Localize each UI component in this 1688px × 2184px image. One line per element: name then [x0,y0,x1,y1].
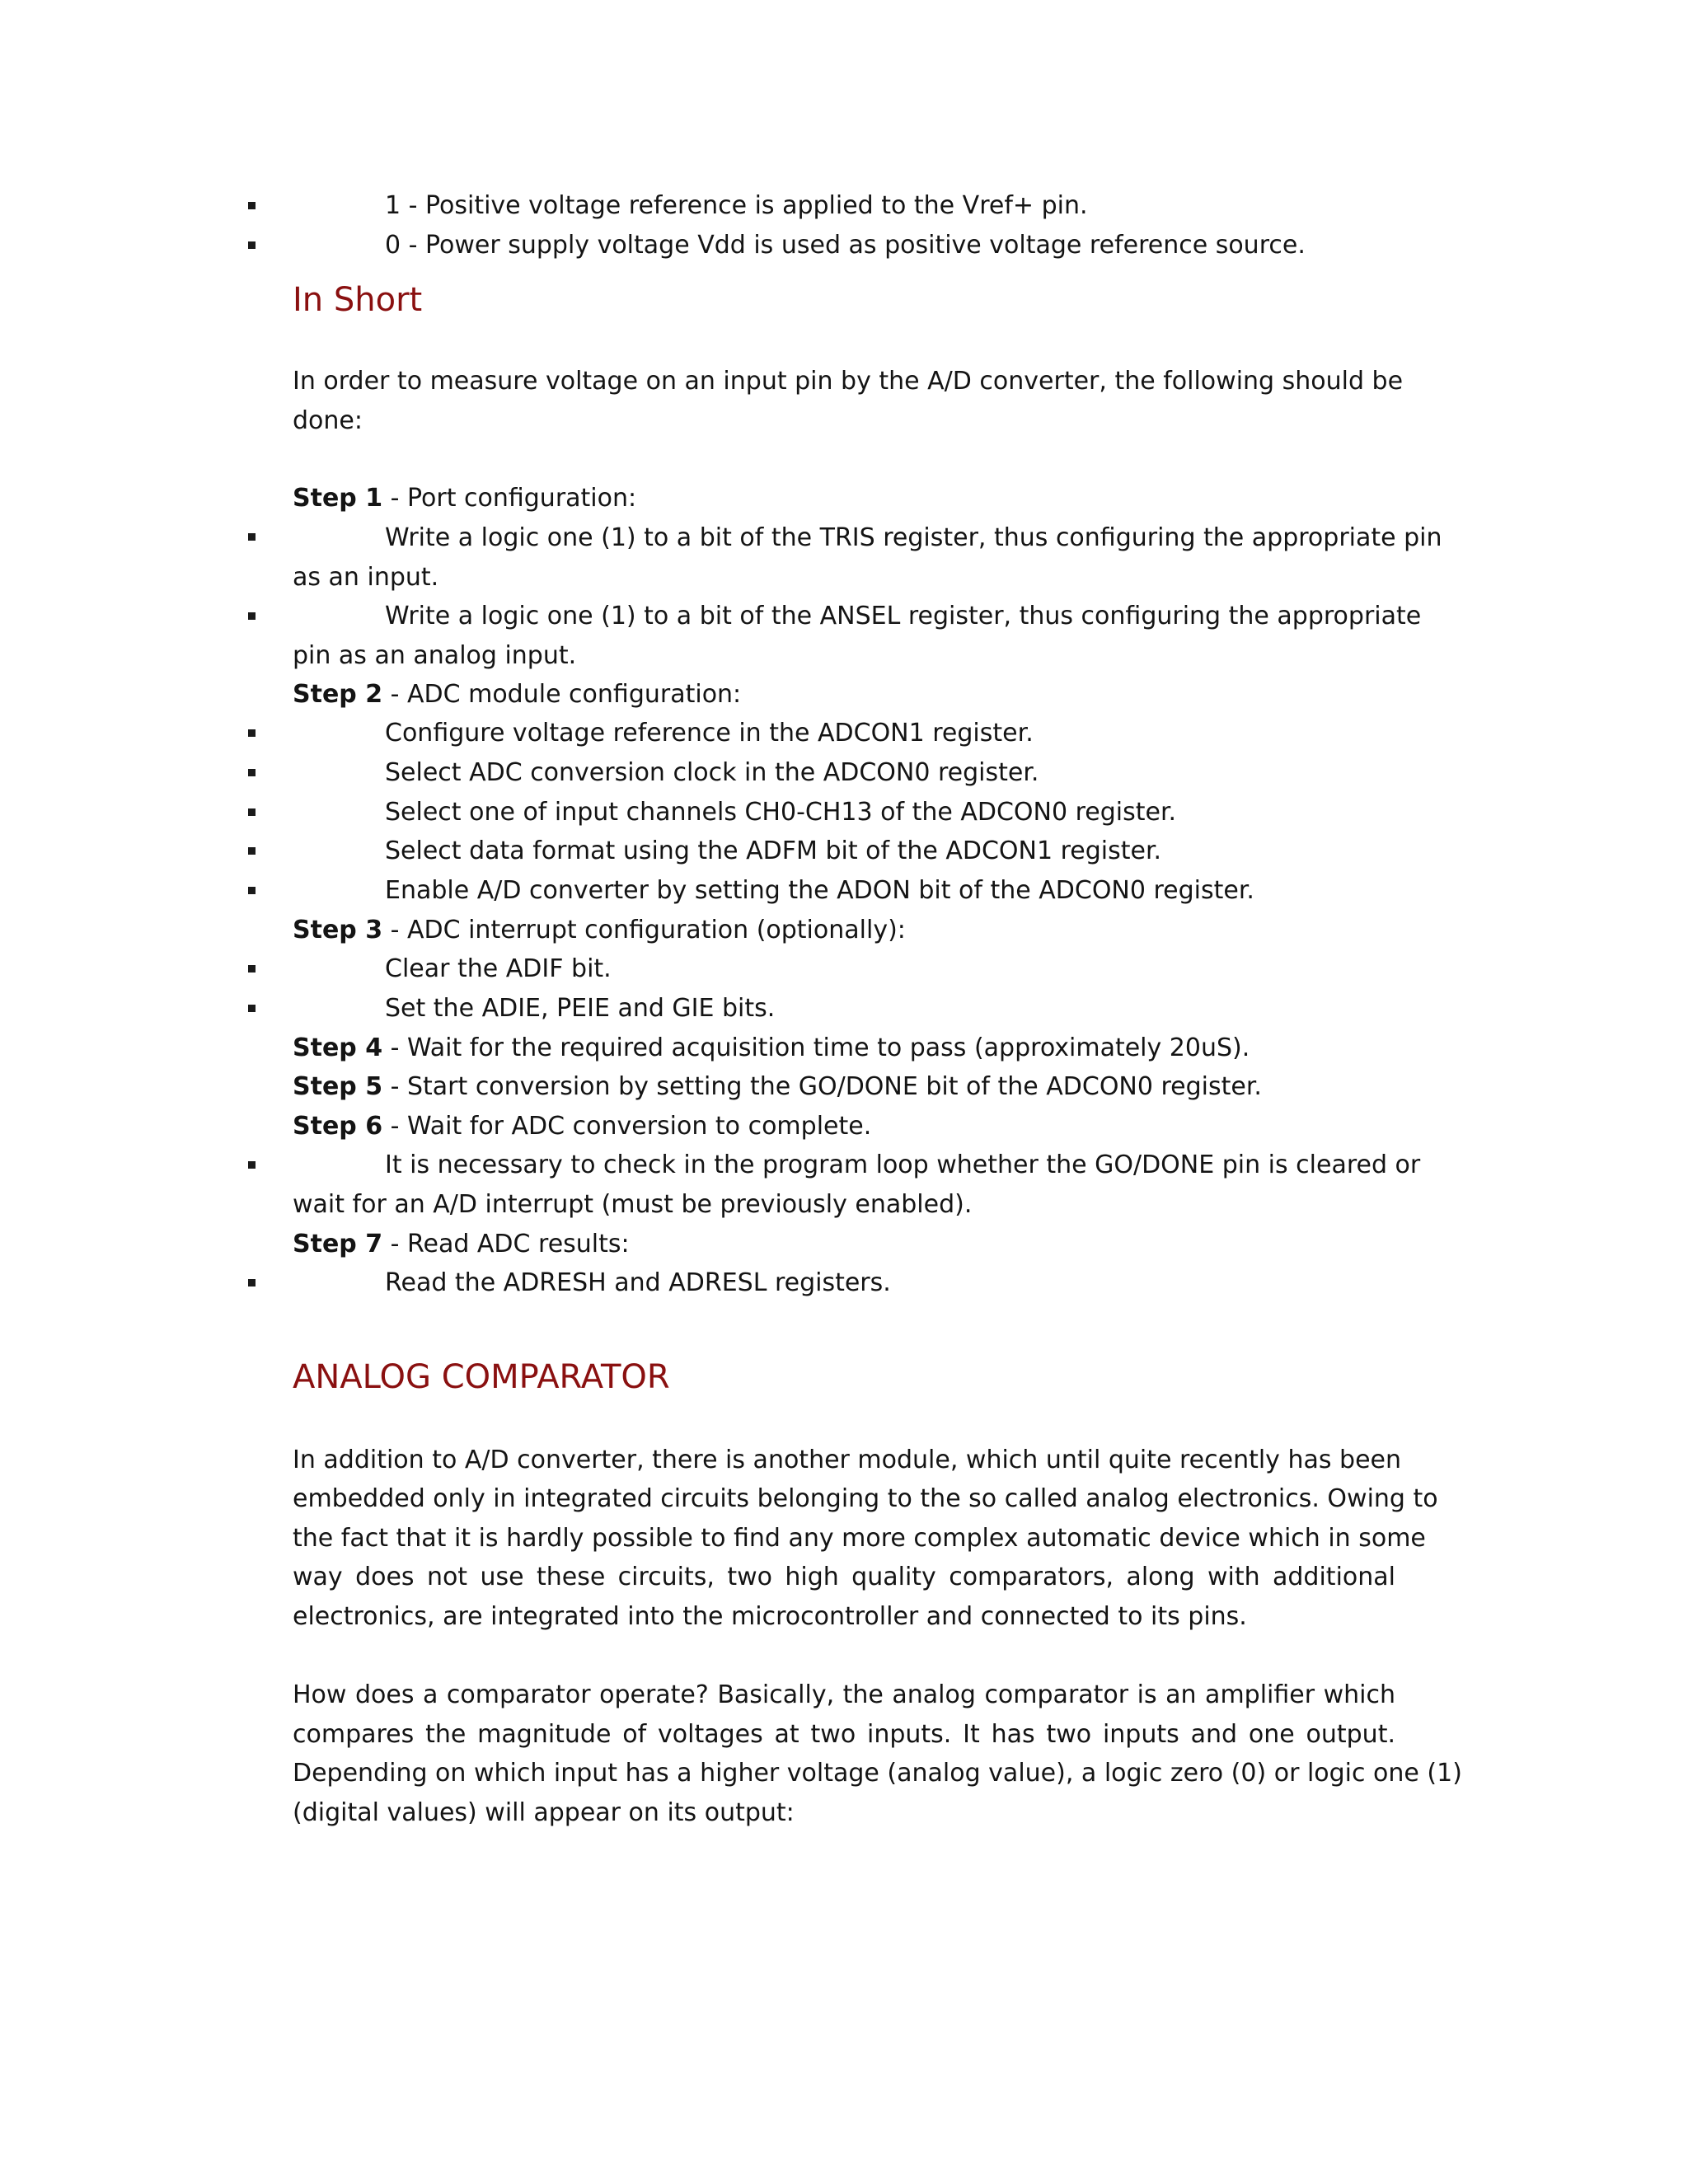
step-2-bullet: Select data format using the ADFM bit of the ADCON1 register. [385,837,1162,865]
bullet-marker [248,808,256,816]
step-2 [293,675,1395,715]
step-6 [293,1107,1395,1146]
comparator-para-1-line: In addition to A/D converter, there is another module, which until quite recently has been [293,1446,1402,1474]
comparator-para-1-line: embedded only in integrated circuits belonging to the so called analog electronics. Owing to [293,1484,1438,1513]
intro-text-line: done: [293,406,363,435]
bullet-marker [248,769,256,776]
step-label: Step 5 [293,1072,383,1101]
step-1-bullet-1-cont: as an input. [293,563,439,592]
step-1-bullet-2: Write a logic one (1) to a bit of the ANSEL register, thus configuring the appropriate [385,602,1422,630]
bullet-marker [248,729,256,737]
in-short-heading: In Short [293,281,423,319]
step-2-bullet: Configure voltage reference in the ADCON1 register. [385,719,1034,748]
intro-text-line: In order to measure voltage on an input pin by the A/D converter, the following should be [293,367,1404,396]
step-4 [293,1029,1395,1068]
bullet-marker [248,533,256,541]
bullet-marker [248,1005,256,1012]
comparator-para-2-line: compares the magnitude of voltages at two inputs. It has two inputs and one output. [293,1720,1395,1749]
step-label: Step 4 [293,1033,383,1062]
step-label: Step 2 [293,680,383,709]
step-5 [293,1067,1395,1107]
comparator-para-1-line: electronics, are integrated into the microcontroller and connected to its pins. [293,1602,1247,1631]
analog-comparator-heading: ANALOG COMPARATOR [293,1358,670,1396]
comparator-para-1-line: the fact that it is hardly possible to find any more complex automatic device which in some [293,1524,1426,1553]
bullet-marker [248,965,256,972]
step-text: - Wait for the required acquisition time to pass (approximately 20uS). [382,1033,1250,1062]
bullet-marker [248,612,256,620]
step-6-bullet-cont: wait for an A/D interrupt (must be previously enabled). [293,1190,973,1219]
bullet-marker [248,887,256,894]
bullet-marker [248,202,256,209]
vref-item-0: 0 - Power supply voltage Vdd is used as positive voltage reference source. [385,231,1306,260]
step-2-bullet: Select one of input channels CH0-CH13 of the ADCON0 register. [385,798,1177,827]
step-text: - ADC module configuration: [382,680,742,709]
vref-item-1: 1 - Positive voltage reference is applied to the Vref+ pin. [385,191,1088,220]
step-label: Step 1 [293,484,383,513]
step-7 [293,1225,1395,1264]
step-2-bullet: Enable A/D converter by setting the ADON bit of the ADCON0 register. [385,876,1254,905]
step-text: - Port configuration: [382,484,637,513]
step-1 [293,479,1395,518]
bullet-marker [248,847,256,855]
step-3-bullet: Set the ADIE, PEIE and GIE bits. [385,994,776,1023]
step-3 [293,911,1395,950]
comparator-para-2-line: Depending on which input has a higher voltage (analog value), a logic zero (0) or logic one (1) [293,1759,1462,1788]
comparator-para-1-line: way does not use these circuits, two high quality comparators, along with additional [293,1563,1395,1591]
step-text: - Wait for ADC conversion to complete. [382,1112,872,1141]
step-3-bullet: Clear the ADIF bit. [385,954,612,983]
step-1-bullet-2-cont: pin as an analog input. [293,641,577,670]
comparator-para-2-line: (digital values) will appear on its output: [293,1798,795,1827]
step-label: Step 7 [293,1230,383,1258]
step-1-bullet-1: Write a logic one (1) to a bit of the TRIS register, thus configuring the appropriate pin [385,523,1442,552]
comparator-para-2-line: How does a comparator operate? Basically, the analog comparator is an amplifier which [293,1680,1395,1709]
step-text: - Start conversion by setting the GO/DONE bit of the ADCON0 register. [382,1072,1262,1101]
step-text: - Read ADC results: [382,1230,630,1258]
step-6-bullet: It is necessary to check in the program loop whether the GO/DONE pin is cleared or [385,1151,1421,1179]
step-2-bullet: Select ADC conversion clock in the ADCON0 register. [385,758,1039,787]
step-label: Step 6 [293,1112,383,1141]
step-text: - ADC interrupt configuration (optionally): [382,916,906,944]
step-7-bullet: Read the ADRESH and ADRESL registers. [385,1268,891,1297]
bullet-marker [248,241,256,249]
bullet-marker [248,1161,256,1169]
bullet-marker [248,1279,256,1286]
step-label: Step 3 [293,916,383,944]
